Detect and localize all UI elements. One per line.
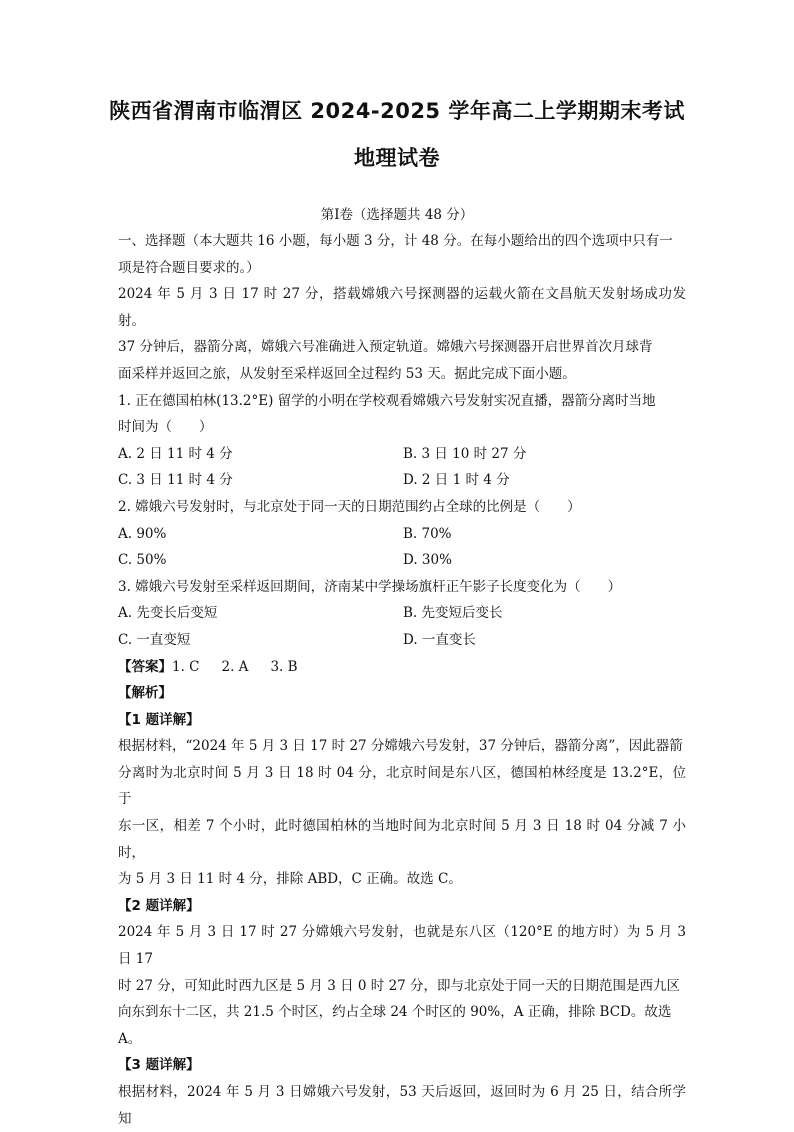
question-1-option-d: D. 2 日 1 时 4 分 [403, 472, 510, 489]
document-subtitle: 地理试卷 [354, 146, 440, 170]
question-1-options-row [118, 467, 686, 494]
question-3-options-row [118, 600, 686, 627]
question-2-options-row [118, 521, 686, 548]
detail-1-line: 为 5 月 3 日 11 时 4 分，排除 ABD，C 正确。故选 C。 [118, 871, 462, 888]
question-1-stem: 时间为（ ） [118, 419, 213, 436]
question-1-options-row [118, 441, 686, 468]
analysis-label: 【解析】 [118, 685, 172, 702]
instruction-line: 一、选择题（本大题共 16 小题，每小题 3 分，计 48 分。在每小题给出的四个选项中只有一 [118, 233, 673, 249]
question-1-stem: 1. 正在德国柏林(13.2°E) 留学的小明在学校观看嫦娥六号发射实况直播，器箭分离时当地 [118, 392, 656, 409]
detail-1-label: 【1 题详解】 [118, 711, 200, 728]
material-line: 2024 年 5 月 3 日 17 时 27 分，搭载嫦娥六号探测器的运载火箭在文昌航天发射场成功发射。 [118, 286, 686, 329]
question-2-option-b: B. 70% [403, 525, 452, 542]
question-3-option-a: A. 先变长后变短 [118, 605, 218, 622]
detail-2-line: 向东到东十二区，共 21.5 个时区，约占全球 24 个时区的 90%，A 正确，排除 BCD。故选 [118, 1004, 672, 1021]
detail-2-line: A。 [118, 1030, 142, 1047]
question-3-stem: 3. 嫦娥六号发射至采样返回期间，济南某中学操场旗杆正午影子长度变化为（ ） [118, 578, 622, 595]
detail-2-line: 时 27 分，可知此时西九区是 5 月 3 日 0 时 27 分，即与北京处于同一天的日期范围是西九区 [118, 977, 681, 994]
detail-3-label: 【3 题详解】 [118, 1057, 200, 1074]
answer-item: 1. C [172, 658, 200, 675]
detail-1-line: 分离时为北京时间 5 月 3 日 18 时 04 分，北京时间是东八区，德国柏林经度是 13.2°E，位于 [118, 764, 686, 808]
detail-3-line: 根据材料，2024 年 5 月 3 日嫦娥六号发射，53 天后返回，返回时为 6 月 25 日，结合所学知 [118, 1084, 686, 1127]
question-2-option-c: C. 50% [118, 552, 167, 569]
question-2-option-a: A. 90% [118, 525, 167, 542]
material-line: 面采样并返回之旅，从发射至采样返回全过程约 53 天。据此完成下面小题。 [118, 365, 576, 382]
question-3-options-row [118, 627, 686, 654]
detail-2-line: 2024 年 5 月 3 日 17 时 27 分嫦娥六号发射，也就是东八区（120°E 的地方时）为 5 月 3 日 17 [118, 924, 686, 968]
question-2-stem: 2. 嫦娥六号发射时，与北京处于同一天的日期范围约占全球的比例是（ ） [118, 498, 581, 515]
section-heading: 第Ⅰ卷（选择题共 48 分） [320, 207, 474, 223]
material-line: 37 分钟后，器箭分离，嫦娥六号准确进入预定轨道。嫦娥六号探测器开启世界首次月球背 [118, 339, 653, 356]
detail-1-line: 根据材料，“2024 年 5 月 3 日 17 时 27 分嫦娥六号发射，37 分钟后，器箭分离”，因此器箭 [118, 738, 683, 755]
question-3-option-d: D. 一直变长 [403, 631, 476, 648]
question-1-option-b: B. 3 日 10 时 27 分 [403, 445, 527, 462]
question-3-option-b: B. 先变短后变长 [403, 605, 503, 622]
answer-item: 3. B [270, 658, 298, 675]
answer-line [118, 654, 686, 681]
instruction-line: 项是符合题目要求的。） [118, 259, 260, 276]
content-body [118, 228, 686, 1132]
question-3-option-c: C. 一直变短 [118, 631, 191, 648]
answer-label: 【答案】 [118, 658, 172, 675]
document-title: 陕西省渭南市临渭区 2024-2025 学年高二上学期期末考试 [109, 99, 685, 123]
detail-1-line: 东一区，相差 7 个小时，此时德国柏林的当地时间为北京时间 5 月 3 日 18 时 04 分减 7 小时， [118, 818, 686, 861]
answer-item: 2. A [221, 658, 249, 675]
detail-2-label: 【2 题详解】 [118, 897, 200, 914]
question-2-options-row [118, 547, 686, 574]
question-1-option-c: C. 3 日 11 时 4 分 [118, 472, 233, 489]
question-1-option-a: A. 2 日 11 时 4 分 [118, 445, 233, 462]
question-2-option-d: D. 30% [403, 552, 452, 569]
